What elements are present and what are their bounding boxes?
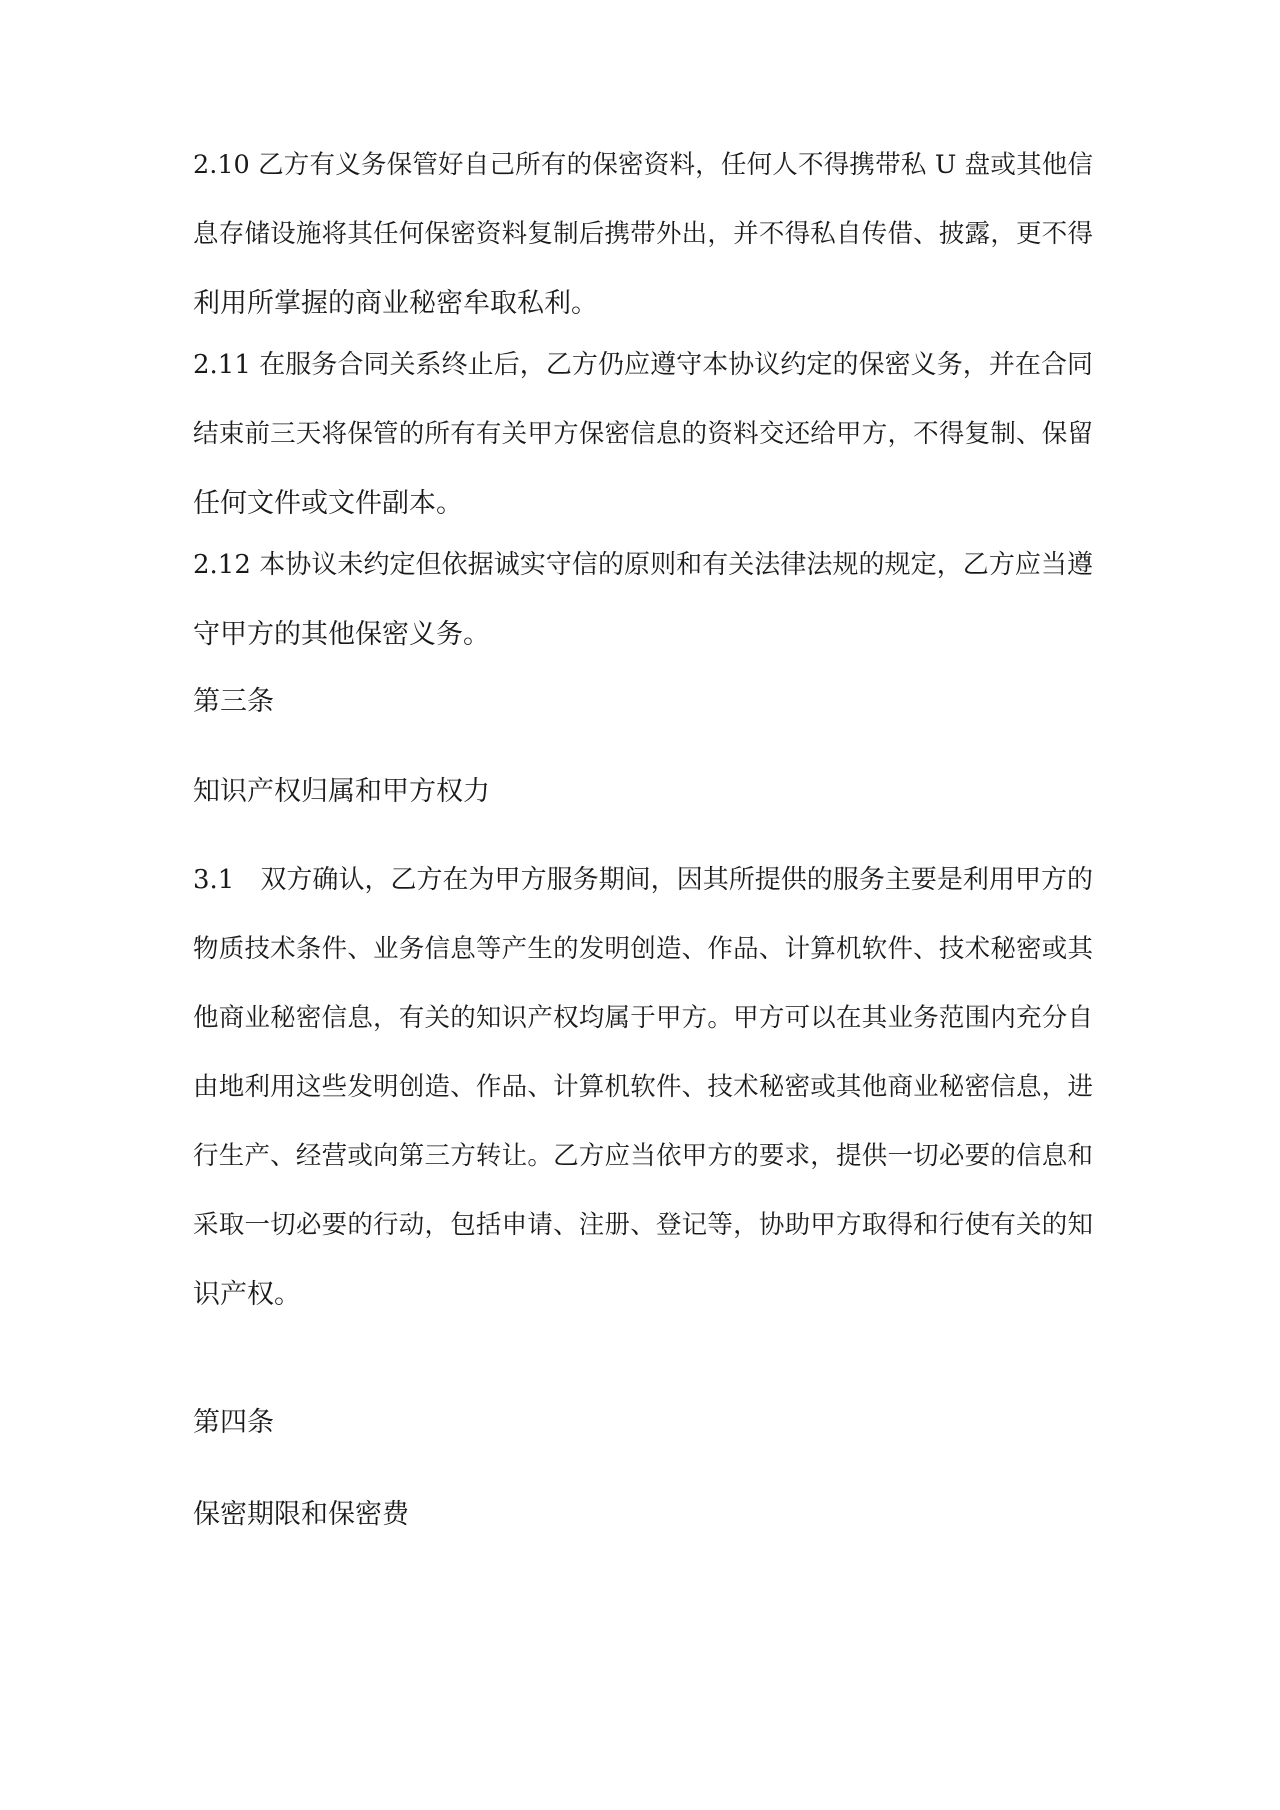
clause-3-1-line-2: 物质技术条件、业务信息等产生的发明创造、作品、计算机软件、技术秘密或其 [193, 934, 1093, 964]
article-4-heading-text: 第四条 [193, 1407, 274, 1438]
article-3-heading-text: 第三条 [193, 686, 274, 717]
clause-2-10-line-1: 2.10 乙方有义务保管好自己所有的保密资料，任何人不得携带私 U 盘或其他信 [193, 150, 1093, 180]
article-3-title [193, 757, 1093, 826]
clause-3-1-line-1: 3.1 双方确认，乙方在为甲方服务期间，因其所提供的服务主要是利用甲方的 [193, 865, 1093, 895]
clause-2-10-line-2: 息存储设施将其任何保密资料复制后携带外出，并不得私自传借、披露，更不得 [193, 219, 1093, 249]
article-3-title-text: 知识产权归属和甲方权力 [193, 776, 490, 807]
clause-2-12-line-2: 守甲方的其他保密义务。 [193, 619, 490, 650]
clause-2-10-line-3: 利用所掌握的商业秘密牟取私利。 [193, 288, 598, 319]
clause-2-12 [193, 531, 1093, 669]
clause-3-1-line-7: 识产权。 [193, 1279, 301, 1310]
article-4-heading [193, 1388, 1093, 1457]
clause-3-1-line-3: 他商业秘密信息，有关的知识产权均属于甲方。甲方可以在其业务范围内充分自 [193, 1003, 1093, 1033]
article-4-title [193, 1480, 1093, 1549]
clause-3-1 [193, 846, 1093, 1329]
clause-3-1-line-5: 行生产、经营或向第三方转让。乙方应当依甲方的要求，提供一切必要的信息和 [193, 1141, 1093, 1171]
clause-3-1-line-6: 采取一切必要的行动，包括申请、注册、登记等，协助甲方取得和行使有关的知 [193, 1210, 1093, 1240]
clause-2-11-line-3: 任何文件或文件副本。 [193, 488, 463, 519]
article-4-title-text: 保密期限和保密费 [193, 1499, 409, 1530]
clause-2-11 [193, 331, 1093, 538]
clause-2-10 [193, 131, 1093, 338]
clause-2-12-line-1: 2.12 本协议未约定但依据诚实守信的原则和有关法律法规的规定，乙方应当遵 [193, 550, 1093, 580]
article-3-heading [193, 667, 1093, 736]
clause-3-1-line-4: 由地利用这些发明创造、作品、计算机软件、技术秘密或其他商业秘密信息，进 [193, 1072, 1093, 1102]
clause-2-11-line-1: 2.11 在服务合同关系终止后，乙方仍应遵守本协议约定的保密义务，并在合同 [193, 350, 1093, 380]
clause-2-11-line-2: 结束前三天将保管的所有有关甲方保密信息的资料交还给甲方，不得复制、保留 [193, 419, 1093, 449]
